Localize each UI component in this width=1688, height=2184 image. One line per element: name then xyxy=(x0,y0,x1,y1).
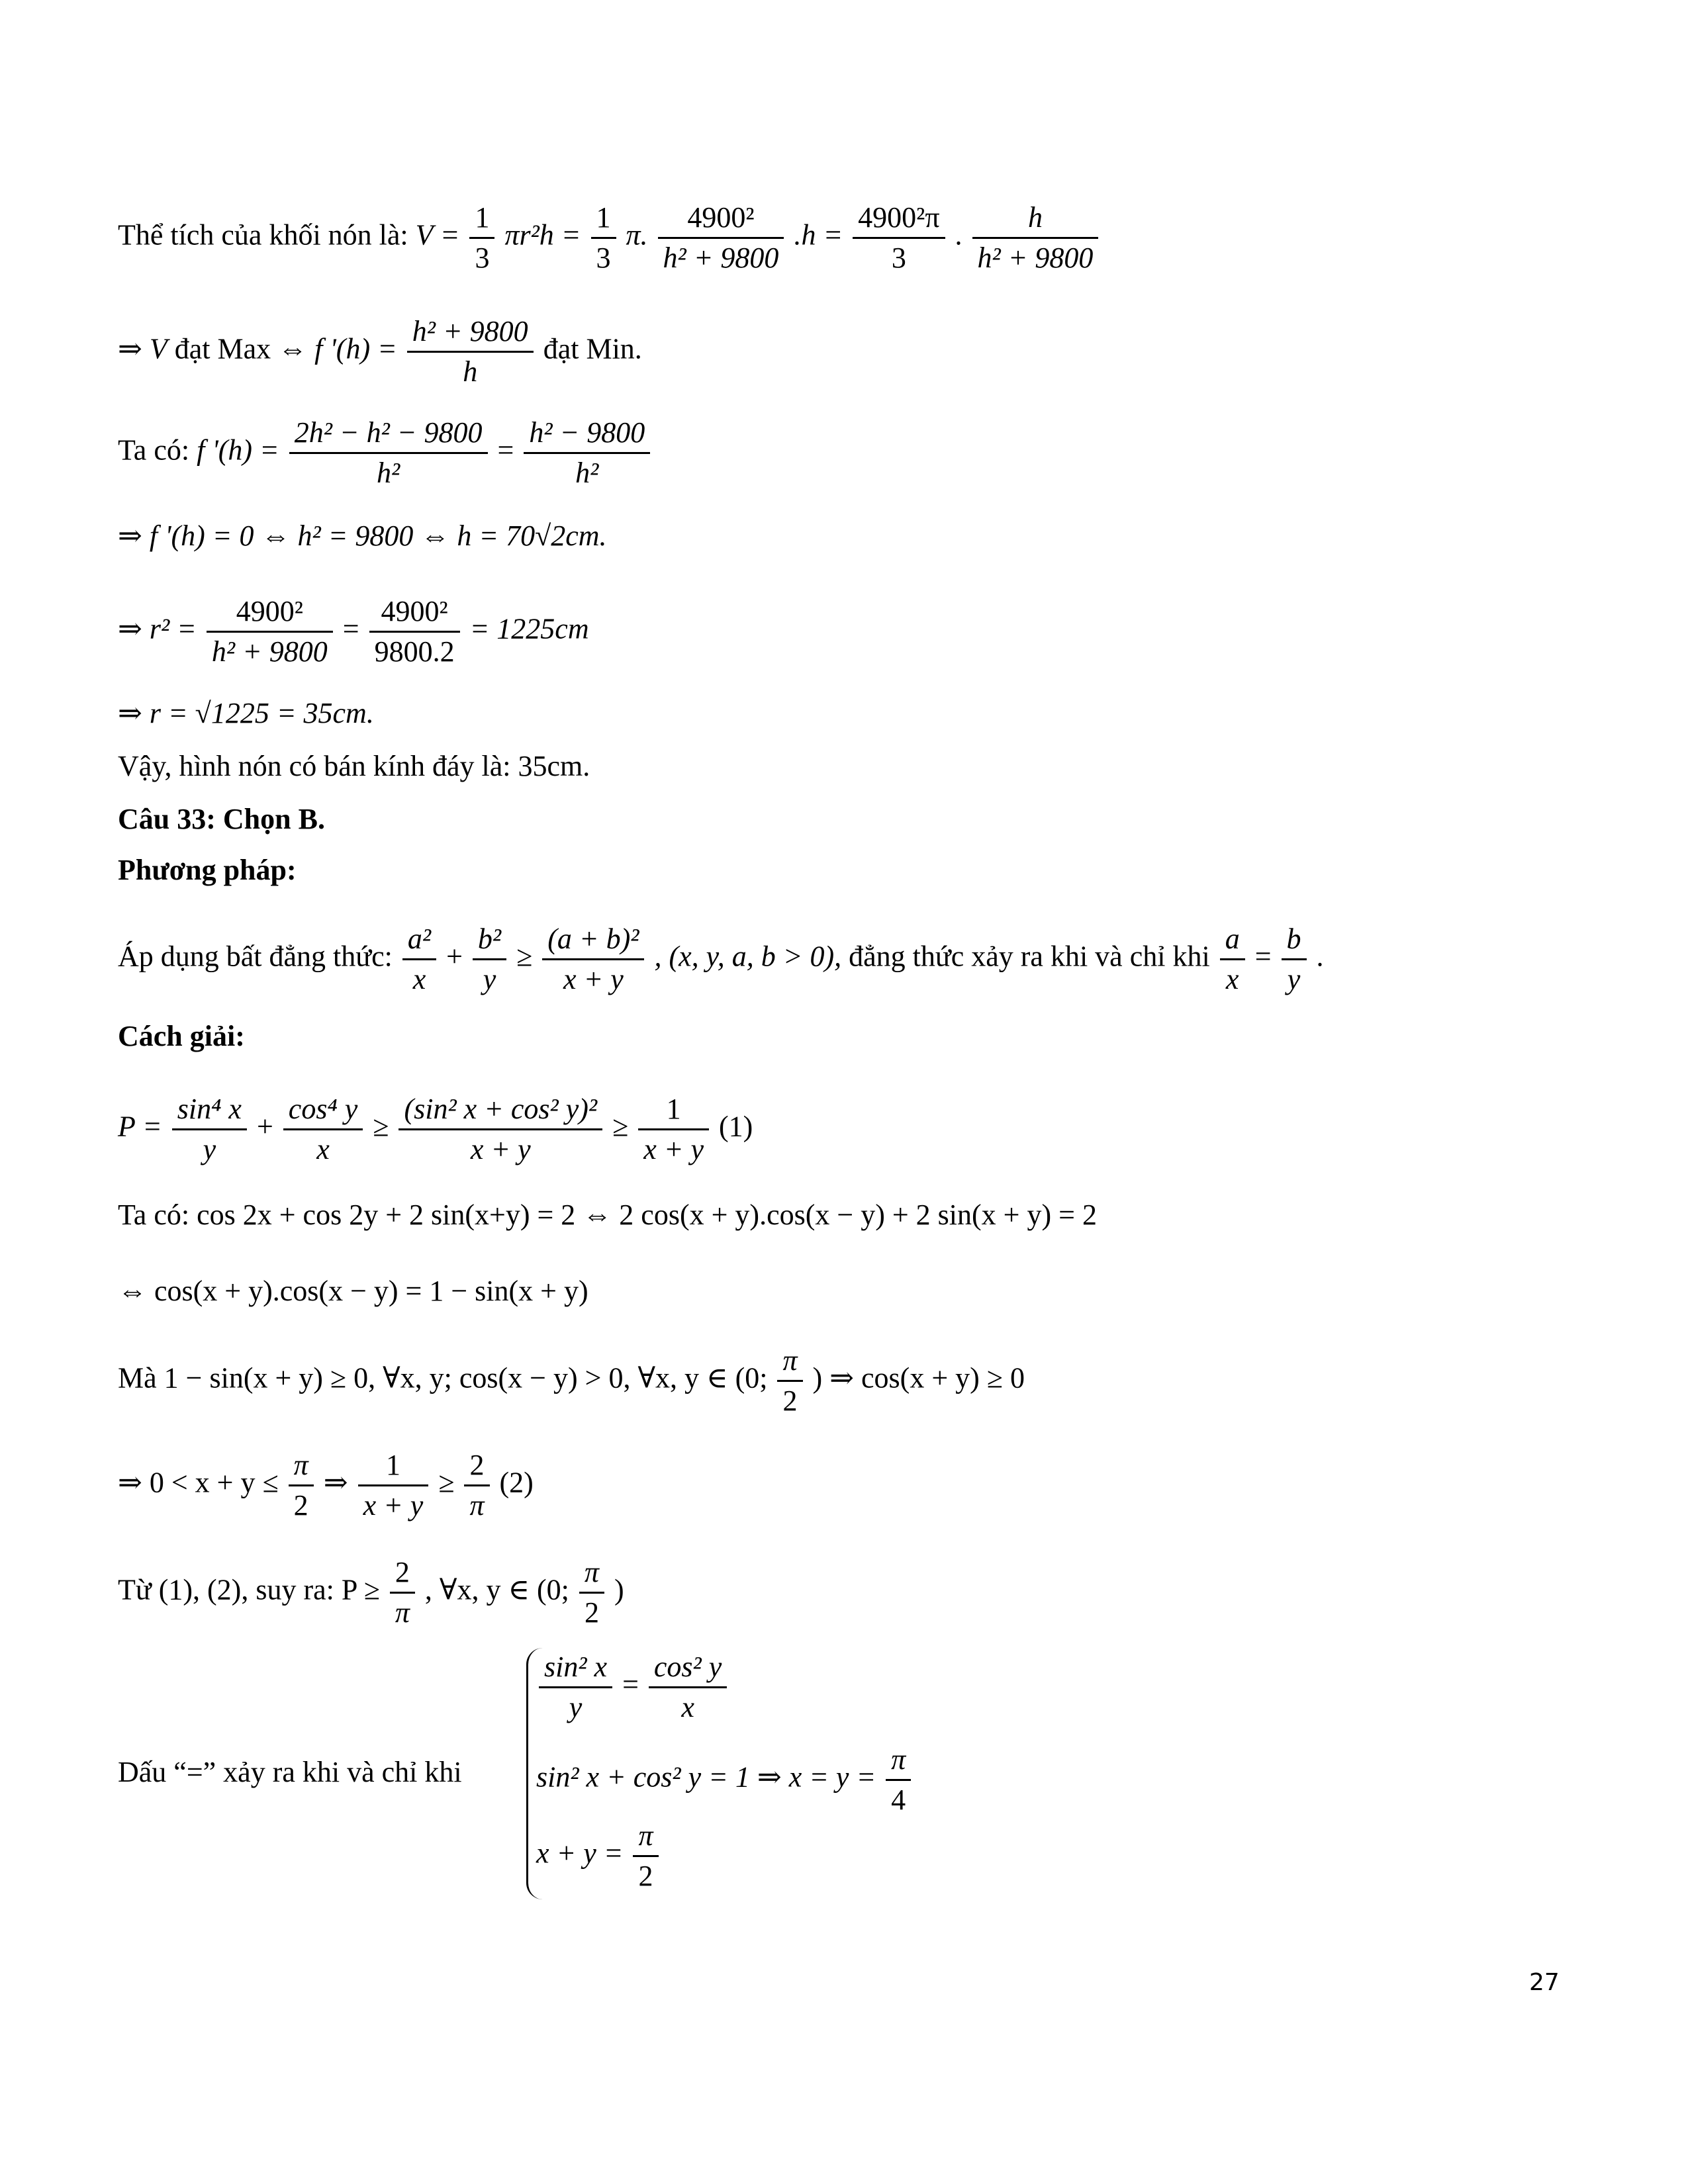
fraction: $\frac{2}{\pi}$ xyxy=(464,1446,489,1525)
formula-term: ) ⇒ cos(x + y) ≥ 0 xyxy=(812,1361,1025,1394)
fraction: $\frac{\text{b²}}{y}$ xyxy=(473,920,506,999)
formula-term: + xyxy=(446,940,463,973)
formula-term: , (x, y, a, b > 0), xyxy=(654,940,842,973)
label: đạt Min. xyxy=(543,332,642,365)
formula-term: = xyxy=(342,612,359,645)
conclusion-line: Vậy, hình nón có bán kính đáy là: 35cm. xyxy=(118,750,590,782)
label: đẳng thức xảy ra khi và chỉ khi xyxy=(849,940,1210,973)
label: Ta có: xyxy=(118,433,190,467)
fraction: $\frac{\text{(a + b)²}}{x + y}$ xyxy=(542,920,644,999)
fraction: $\frac{1}{x + y}$ xyxy=(358,1446,429,1525)
label: Thể tích của khối nón là: xyxy=(118,218,408,251)
fraction: $\frac{\text{h² + 9800}}{h}$ xyxy=(407,312,534,391)
formula-term: .h = xyxy=(794,218,843,251)
formula-term: ⇒ 0 < x + y ≤ xyxy=(118,1466,279,1499)
fraction: $\frac{\text{(sin² x + cos² y)²}}{x + y}$ xyxy=(399,1090,602,1169)
formula-term: ⇒ xyxy=(323,1466,348,1499)
fraction: $\frac{1}{3}$ xyxy=(469,199,494,277)
formula-lhs: V = xyxy=(415,218,460,251)
equality-condition-label: Dấu “=” xảy ra khi và chỉ khi xyxy=(118,1756,462,1788)
formula-term: ≥ xyxy=(516,940,533,973)
fraction: $\frac{h}{\text{h² + 9800}}$ xyxy=(972,199,1099,277)
formula-term: P = xyxy=(118,1110,162,1143)
system-case-1 xyxy=(536,1648,729,1727)
fraction: $\frac{\text{sin⁴ x}}{y}$ xyxy=(172,1090,247,1169)
system-case-3 xyxy=(536,1817,661,1895)
fraction: $\frac{\text{a²}}{x}$ xyxy=(402,920,436,999)
formula-term: πr²h = xyxy=(504,218,581,251)
sign-condition-line xyxy=(118,1342,1025,1420)
formula-term: = 1225cm xyxy=(469,612,589,645)
question-heading: Câu 33: Chọn B. xyxy=(118,803,325,835)
fraction: $\frac{1}{3}$ xyxy=(591,199,616,277)
fraction: $\frac{\text{4900²π}}{3}$ xyxy=(853,199,945,277)
vmax-line xyxy=(118,312,642,391)
p-bound-line xyxy=(118,1090,753,1169)
fraction: $\frac{\text{h² − 9800}}{\text{h²}}$ xyxy=(524,414,650,492)
formula-term: , ∀x, y ∈ (0; xyxy=(424,1573,569,1606)
formula-term: sin² x + cos² y = 1 ⇒ x = y = xyxy=(536,1760,876,1794)
formula-term: ⇒ r² = xyxy=(118,612,197,645)
fraction: $\frac{\pi}{2}$ xyxy=(777,1342,802,1420)
fraction: $\frac{\pi}{4}$ xyxy=(886,1741,911,1819)
trig-identity-line: Ta có: cos 2x + cos 2y + 2 sin(x+y) = 2 ⇔ 2 cos(x + y).cos(x − y) + 2 sin(x + y) = 2 xyxy=(118,1199,1097,1231)
fraction: $\frac{2}{\pi}$ xyxy=(390,1553,415,1632)
fraction: $\frac{\pi}{2}$ xyxy=(633,1817,658,1895)
formula-term: = xyxy=(497,433,514,467)
equation-tag: (2) xyxy=(499,1466,534,1499)
label: Áp dụng bất đẳng thức: xyxy=(118,940,393,973)
solution-heading: Cách giải: xyxy=(118,1020,245,1052)
formula-term: ⇒ V xyxy=(118,332,167,365)
radius-line: ⇒ r = √1225 = 35cm. xyxy=(118,697,374,729)
formula-term: . xyxy=(1316,940,1324,973)
fraction: $\frac{1}{x + y}$ xyxy=(638,1090,709,1169)
volume-formula-line xyxy=(118,199,1101,277)
formula-term: x + y = xyxy=(536,1837,624,1870)
fraction: $\frac{\pi}{2}$ xyxy=(289,1446,314,1525)
method-heading: Phương pháp: xyxy=(118,854,297,886)
fraction: $\frac{a}{x}$ xyxy=(1220,920,1245,999)
formula-term: + xyxy=(256,1110,273,1143)
formula-term: ≥ xyxy=(373,1110,389,1143)
formula-term: f '(h) = xyxy=(197,433,279,467)
formula-term: π. xyxy=(626,218,648,251)
label: đạt Max ⇔ xyxy=(174,332,308,365)
fraction: $\frac{b}{y}$ xyxy=(1282,920,1307,999)
derivative-line xyxy=(118,414,653,492)
formula-term: . xyxy=(955,218,962,251)
formula-term: f '(h) = xyxy=(314,332,397,365)
formula-term: = xyxy=(622,1668,639,1701)
formula-term: ≥ xyxy=(612,1110,629,1143)
formula-term: Mà 1 − sin(x + y) ≥ 0, ∀x, y; cos(x − y) > 0, ∀x, y ∈ (0; xyxy=(118,1361,768,1394)
fraction: $\frac{\text{4900²}}{\text{h² + 9800}}$ xyxy=(207,592,333,671)
trig-equivalence-line: ⇔ cos(x + y).cos(x − y) = 1 − sin(x + y) xyxy=(118,1275,588,1307)
system-case-2 xyxy=(536,1741,914,1819)
formula-term: Từ (1), (2), suy ra: P ≥ xyxy=(118,1573,380,1606)
formula-term: ) xyxy=(614,1573,624,1606)
fraction: $\frac{\pi}{2}$ xyxy=(579,1553,604,1632)
result-line xyxy=(118,1553,624,1632)
equation-tag: (1) xyxy=(718,1110,753,1143)
fraction: $\frac{\text{cos⁴ y}}{x}$ xyxy=(283,1090,363,1169)
fraction: $\frac{\text{4900²}}{\text{h² + 9800}}$ xyxy=(658,199,784,277)
sum-bound-line xyxy=(118,1446,534,1525)
page-number: 27 xyxy=(1529,1969,1560,1996)
formula-term: ≥ xyxy=(438,1466,455,1499)
fraction: $\frac{\text{4900²}}{9800.2}$ xyxy=(369,592,460,671)
inequality-line xyxy=(118,920,1324,999)
root-line: ⇒ f '(h) = 0 ⇔ h² = 9800 ⇔ h = 70√2cm. xyxy=(118,520,607,552)
fraction: $\frac{\text{cos² y}}{x}$ xyxy=(649,1648,727,1727)
formula-term: = xyxy=(1254,940,1272,973)
fraction: $\frac{\text{2h² − h² − 9800}}{\text{h²}}$ xyxy=(289,414,488,492)
radius-squared-line xyxy=(118,592,589,671)
fraction: $\frac{\text{sin² x}}{y}$ xyxy=(539,1648,612,1727)
